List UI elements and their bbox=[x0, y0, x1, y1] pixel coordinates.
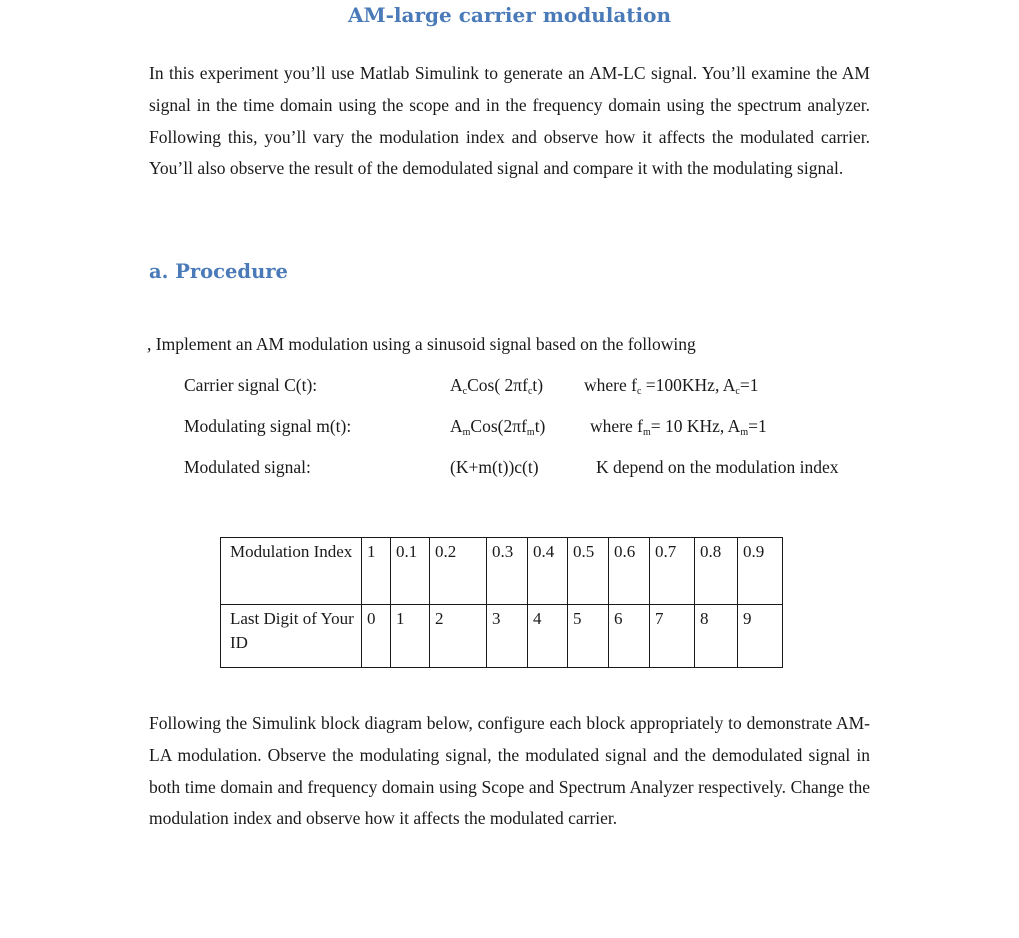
last-digit-cell: 7 bbox=[650, 605, 695, 668]
modulating-parameters: where $f_m= 10$ KHz, $A_m=1$ bbox=[590, 416, 767, 438]
carrier-label: Carrier signal C(t): bbox=[184, 375, 318, 395]
modulation-index-cell: 0.9 bbox=[738, 538, 783, 605]
modulation-index-cell: 0.5 bbox=[568, 538, 609, 605]
row-header-last-digit: Last Digit of Your ID bbox=[221, 605, 362, 668]
last-digit-cell: 2 bbox=[430, 605, 487, 668]
intro-paragraph: In this experiment you’ll use Matlab Simulink to generate an AM-LC signal. You’ll examine the AM signal in the time domain using the scope and in the frequency domain using the spectrum analyzer. Following this, you’ll vary the modulation index and observe how it affects the modulated carrier. You’ll also observe the result of the demodulated signal and compare it with the modulating signal. bbox=[149, 63, 870, 179]
last-digit-cell: 3 bbox=[487, 605, 528, 668]
modulation-index-cell: 0.6 bbox=[609, 538, 650, 605]
modulation-index-cell: 0.4 bbox=[528, 538, 568, 605]
modulated-formula: (K+m(t))c(t) bbox=[450, 457, 539, 477]
procedure-lead: , Implement an AM modulation using a sinusoid signal based on the following bbox=[147, 334, 696, 354]
carrier-parameters: where $f_c =100KHz$, $A_c=1$ bbox=[584, 375, 759, 397]
modulation-index-table bbox=[220, 537, 783, 668]
modulated-label: Modulated signal: bbox=[184, 457, 311, 477]
last-digit-cell: 6 bbox=[609, 605, 650, 668]
modulation-index-cell: 1 bbox=[362, 538, 391, 605]
last-digit-cell: 1 bbox=[391, 605, 430, 668]
row-header-modulation-index: Modulation Index bbox=[221, 538, 362, 605]
carrier-signal-row bbox=[0, 375, 1019, 399]
modulation-index-cell: 0.2 bbox=[430, 538, 487, 605]
last-digit-cell: 9 bbox=[738, 605, 783, 668]
modulation-index-cell: 0.7 bbox=[650, 538, 695, 605]
last-digit-cell: 4 bbox=[528, 605, 568, 668]
last-digit-cell: 5 bbox=[568, 605, 609, 668]
page-title: AM-large carrier modulation bbox=[347, 3, 672, 27]
modulating-formula: $A_mCos(2\pi f_mt)$ bbox=[450, 416, 546, 438]
modulation-index-cell: 0.3 bbox=[487, 538, 528, 605]
modulation-index-cell: 0.8 bbox=[695, 538, 738, 605]
outro-paragraph: Following the Simulink block diagram below, configure each block appropriately to demonstrate AM-LA modulation. Observe the modulating signal, the modulated signal and the demodulated signal in both time domain and frequency domain using Scope and Spectrum Analyzer respectively. Change the modulation index and observe how it affects the modulated carrier. bbox=[149, 713, 870, 829]
modulating-label: Modulating signal m(t): bbox=[184, 416, 352, 436]
last-digit-cell: 8 bbox=[695, 605, 738, 668]
carrier-formula: $A_cCos$( $2\pi f_ct$) bbox=[450, 375, 544, 397]
modulation-index-cell: 0.1 bbox=[391, 538, 430, 605]
last-digit-cell: 0 bbox=[362, 605, 391, 668]
modulated-note: K depend on the modulation index bbox=[596, 457, 839, 477]
last-digit-row bbox=[221, 605, 783, 668]
section-heading-procedure: a. Procedure bbox=[149, 260, 288, 283]
modulation-index-row bbox=[221, 538, 783, 605]
modulating-signal-row bbox=[0, 416, 1019, 440]
modulated-signal-row bbox=[0, 457, 1019, 481]
